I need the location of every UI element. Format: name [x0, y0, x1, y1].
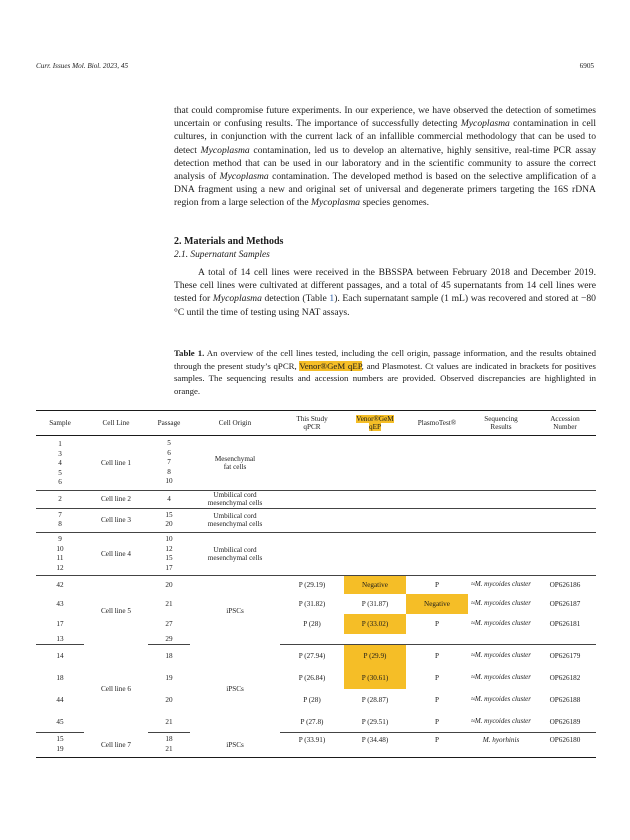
- table-row: 42 Cell line 5 20 iPSCs P (29.19) Negative P ≈M. mycoides cluster OP626186: [36, 576, 596, 594]
- table-row: [36, 508, 596, 532]
- discrepancy-cell: Negative: [344, 576, 406, 594]
- samples-cell: 9 10 11 12: [36, 532, 84, 575]
- table-reference-link[interactable]: 1: [329, 293, 335, 305]
- header-cell-origin: Cell Origin: [190, 411, 280, 436]
- table-row: [36, 490, 596, 508]
- table-row: 18 19 P (26.84) P (30.61) P ≈M. mycoides cluster OP626182: [36, 667, 596, 689]
- results-table: [36, 410, 596, 758]
- origin-cell: Umbilical cord mesenchymal cells: [190, 490, 280, 508]
- journal-header: Curr. Issues Mol. Biol. 2023, 45: [36, 62, 129, 70]
- cell-line-cell: Cell line 6: [101, 684, 131, 693]
- header-accession: Accession Number: [534, 411, 596, 436]
- passage-cell: 4: [148, 490, 190, 508]
- cell-line-cell: Cell line 2: [84, 490, 148, 508]
- highlight-venor: Venor®GeM qEP: [299, 360, 362, 371]
- table-row: 45 21 P (27.8) P (29.51) P ≈M. mycoides cluster OP626189: [36, 711, 596, 733]
- table-row: [36, 532, 596, 575]
- table-caption: Table 1. An overview of the cell lines tested, including the cell origin, passage information, and the results obtained through the present study’s qPCR, Venor®GeM qEP, and Plasmotest. Ct values are indicated in brackets for positives samples. The sequencing results and accession numbers are provided. Observed discrepancies are highlighted in orange.: [174, 348, 596, 396]
- table-header-row: [36, 411, 596, 436]
- origin-cell: Umbilical cord mesenchymal cells: [190, 532, 280, 575]
- samples-cell: 2: [36, 490, 84, 508]
- header-qpcr: This Study qPCR: [280, 411, 344, 436]
- cell-line-cell: Cell line 5: [101, 606, 131, 615]
- discrepancy-cell: P (30.61): [344, 667, 406, 689]
- intro-paragraph: that could compromise future experiments. In our experience, we have observed the detection of sometimes uncertain or confusing results. The importance of successfully detecting Mycoplasma contamination in cell cultures, in conjunction with the current lack of an infallible commercial methodology that can be used to detect Mycoplasma contamination, led us to develop an alternative, highly sensitive, real-time PCR assay detection method that can be used in our laboratory and in the scientific community to assure the correct analysis of Mycoplasma contamination. The developed method is based on the selective amplification of a DNA fragment using a new and original set of universal and degenerate primers targeting the 16S rDNA region from a large selection of the Mycoplasma species genomes.: [174, 105, 597, 209]
- header-plasmotest: PlasmoTest®: [406, 411, 468, 436]
- header-sequencing: Sequencing Results: [468, 411, 534, 436]
- table-row: 17 27 P (28) P (33.02) P ≈M. mycoides cluster OP626181: [36, 614, 596, 634]
- table-row: [36, 436, 596, 491]
- header-sample: Sample: [36, 411, 84, 436]
- cell-line-cell: Cell line 1: [84, 436, 148, 491]
- origin-cell: Mesenchymal fat cells: [190, 436, 280, 491]
- passage-cell: 15 20: [148, 508, 190, 532]
- discrepancy-cell: Negative: [406, 594, 468, 614]
- passage-cell: 10 12 15 17: [148, 532, 190, 575]
- header-cell-line: Cell Line: [84, 411, 148, 436]
- group-cell-line-3: [36, 508, 596, 532]
- group-cell-line-7: [36, 733, 596, 757]
- discrepancy-cell: P (33.02): [344, 614, 406, 634]
- group-cell-line-2: [36, 490, 596, 508]
- samples-cell: 7 8: [36, 508, 84, 532]
- group-cell-line-6: [36, 645, 596, 733]
- cell-line-cell: Cell line 7: [84, 733, 148, 757]
- discrepancy-cell: P (29.9): [344, 645, 406, 667]
- table-row: 13 29: [36, 634, 596, 645]
- samples-paragraph: A total of 14 cell lines were received in the BBSSPA between February 2018 and December 2019. These cell lines were cultivated at different passages, and a total of 45 supernatants from 14 cell lines were tested for Mycoplasma detection (Table 1). Each supernatant sample (1 mL) was recovered and stored at −80 °C until the time of testing using NAT assays.: [174, 267, 596, 318]
- section-heading: 2. Materials and Methods: [174, 236, 284, 247]
- samples-cell: 1 3 4 5 6: [36, 436, 84, 491]
- table-row: 44 20 P (28) P (28.87) P ≈M. mycoides cluster OP626188: [56, 695, 581, 704]
- cell-line-cell: Cell line 4: [84, 532, 148, 575]
- table-row: 43 21 P (31.82) P (31.87) Negative ≈M. mycoides cluster OP626187: [36, 594, 596, 614]
- header-passage: Passage: [148, 411, 190, 436]
- table-row: 14 Cell line 6 18 iPSCs P (27.94) P (29.9) P ≈M. mycoides cluster OP626179: [36, 645, 596, 667]
- table-row: 15 19 Cell line 7 18 21 iPSCs P (33.91) P (34.48) P M. hyorhinis OP626180: [36, 733, 596, 757]
- passage-cell: 5 6 7 8 10: [148, 436, 190, 491]
- cell-line-cell: Cell line 3: [84, 508, 148, 532]
- origin-cell: iPSCs: [226, 684, 244, 693]
- origin-cell: iPSCs: [226, 606, 244, 615]
- group-cell-line-4: [36, 532, 596, 575]
- group-cell-line-1: [36, 436, 596, 491]
- header-venor: Venor®GeM qEP: [344, 411, 406, 436]
- page-number: 6905: [579, 62, 594, 70]
- subsection-heading: 2.1. Supernatant Samples: [174, 250, 270, 260]
- group-cell-line-5: [36, 576, 596, 645]
- origin-cell: iPSCs: [190, 733, 280, 757]
- origin-cell: Umbilical cord mesenchymal cells: [190, 508, 280, 532]
